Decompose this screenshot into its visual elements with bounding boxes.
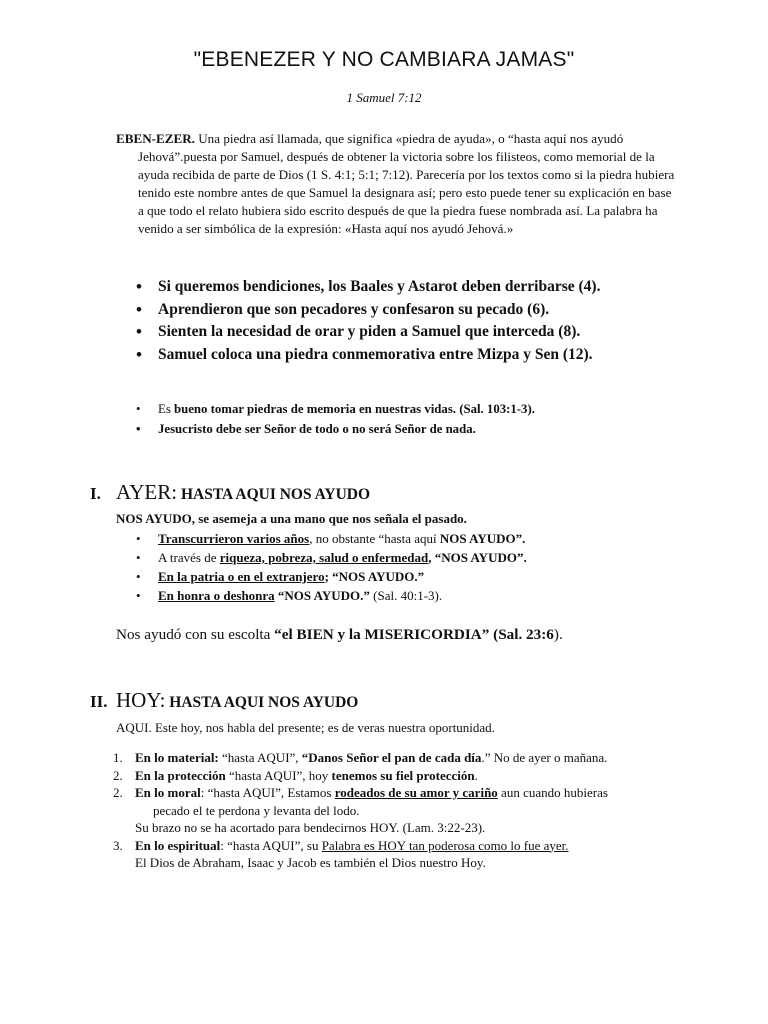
text-bold: En lo espiritual	[135, 837, 221, 853]
text-bold: NOS AYUDO”.	[439, 531, 526, 546]
intro-paragraph	[116, 130, 676, 239]
text: “hasta AQUI”,	[218, 750, 302, 765]
list-item	[113, 837, 713, 872]
text: .	[474, 767, 478, 783]
text: Es	[158, 402, 174, 416]
document-title: "EBENEZER Y NO CAMBIARA JAMAS"	[193, 48, 575, 71]
list-item	[136, 529, 696, 548]
text-continuation: pecado el te perdona y levanta del lodo.	[153, 802, 360, 818]
text-bold: ; “NOS AYUDO.”	[324, 569, 425, 584]
section-number: I.	[90, 484, 101, 503]
text-underline: rodeados de su amor y cariño	[334, 785, 498, 800]
text-bold: En lo material:	[135, 750, 219, 765]
application-point: • Jesucristo debe ser Señor de todo o no será Señor de nada.	[136, 420, 696, 440]
text: : “hasta AQUI”, Estamos	[200, 785, 335, 800]
section-heading-ayer	[90, 480, 370, 505]
text: “hasta AQUI”, hoy	[225, 767, 332, 783]
list-item	[136, 567, 696, 586]
item-number: 3.	[113, 837, 123, 853]
main-point: • Sienten la necesidad de orar y piden a Samuel que interceda (8).	[136, 321, 696, 344]
text-bold: En lo moral	[135, 785, 201, 800]
intro-term: EBEN-EZER.	[116, 131, 195, 146]
section-numbered-list	[113, 749, 713, 872]
text-bold: “Danos Señor el pan de cada día	[301, 750, 482, 765]
main-point: • Samuel coloca una piedra conmemorativa entre Mizpa y Sen (12).	[136, 344, 696, 367]
main-points-list	[136, 276, 696, 366]
section-number: II.	[90, 692, 108, 711]
text-extra: Su brazo no se ha acortado para bendecirnos HOY. (Lam. 3:22-23).	[135, 820, 486, 835]
text-underline: Palabra es HOY tan poderosa como lo fue ayer.	[321, 837, 569, 853]
text-bold: bueno tomar piedras de memoria en nuestras vidas. (Sal. 103:1-3).	[174, 402, 535, 416]
application-point	[136, 400, 696, 420]
item-number: 1.	[113, 750, 123, 765]
text: aun cuando hubieras	[497, 785, 608, 800]
list-item	[113, 749, 713, 767]
text-underline: En la patria o en el extranjero	[158, 569, 325, 584]
list-item	[136, 586, 696, 605]
text-underline: En honra o deshonra	[158, 588, 275, 603]
section-lead: NOS AYUDO, se asemeja a una mano que nos señala el pasado.	[116, 511, 467, 526]
item-number: 2.	[113, 785, 123, 800]
section-heading-hoy	[90, 688, 358, 713]
main-point: • Aprendieron que son pecadores y confesaron su pecado (6).	[136, 299, 696, 322]
section-keyword: HOY:	[116, 688, 166, 712]
section-lead: AQUI. Este hoy, nos habla del presente; es de veras nuestra oportunidad.	[116, 720, 495, 735]
text-bold: tenemos su fiel protección	[331, 767, 475, 783]
text-underline: riqueza, pobreza, salud o enfermedad	[219, 550, 429, 565]
list-item	[113, 767, 713, 785]
text: : “hasta AQUI”, su	[220, 837, 322, 853]
section-keyword: AYER:	[116, 480, 178, 504]
intro-text: Una piedra así llamada, que significa «piedra de ayuda», o “hasta aquí nos ayudó Jehová”.puesta por Samuel, después de obtener la victoria sobre los filisteos, como memorial de la ayuda recibida de parte de Dios (1 S. 4:1; 5:1; 7:12). Parecería por los textos como si la piedra hubiera tenido este nombre antes de que Samuel la designara así; pero esto puede tener su explicación en base a que todo el relato hubiera sido escrito después de que la piedra fuese nombrada así. La palabra ha venido a ser simbólica de la expresión: «Hasta aquí nos ayudó Jehová.»	[138, 131, 675, 237]
text-bold: , “NOS AYUDO”.	[428, 550, 527, 565]
list-item	[136, 548, 696, 567]
section-heading-text: HASTA AQUI NOS AYUDO	[177, 486, 371, 503]
section-conclusion	[116, 626, 563, 644]
text-bold: “el BIEN y la MISERICORDIA” (Sal. 23:6	[274, 626, 554, 643]
text: .” No de ayer o mañana.	[481, 750, 608, 765]
main-point: • Si queremos bendiciones, los Baales y Astarot deben derribarse (4).	[136, 276, 696, 299]
scripture-reference: 1 Samuel 7:12	[346, 90, 422, 105]
text-bold: En la protección	[135, 767, 226, 783]
text-extra: El Dios de Abraham, Isaac y Jacob es también el Dios nuestro Hoy.	[135, 855, 486, 870]
section-heading-text: HASTA AQUI NOS AYUDO	[165, 694, 359, 711]
text: (Sal. 40:1-3).	[369, 588, 443, 603]
text: Nos ayudó con su escolta	[116, 626, 275, 643]
text-underline: Transcurrieron varios años	[158, 531, 310, 546]
item-number: 2.	[113, 767, 123, 783]
application-list	[136, 400, 696, 439]
list-item	[113, 784, 713, 837]
text: A través de	[158, 550, 220, 565]
text-bold: “NOS AYUDO.”	[274, 588, 370, 603]
section-bullet-list	[136, 529, 696, 605]
text: , no obstante “hasta aquí	[309, 531, 440, 546]
text: ).	[553, 626, 563, 643]
